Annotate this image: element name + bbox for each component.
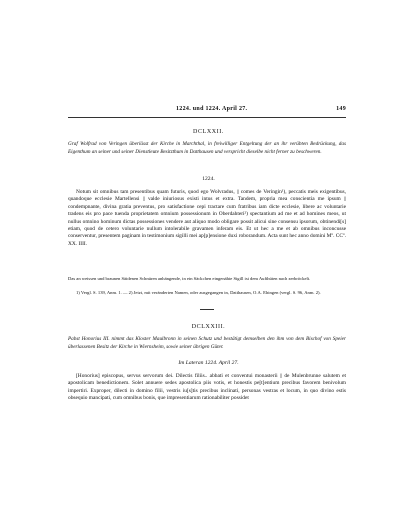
running-header bbox=[68, 106, 346, 112]
document-summary: Graf Wolfrad von Veringen überlässt der Kirche in Marchthal, in freiwilliger Entgeltung der an ihr verübten Bedrückung, das Eigenthum an seiner und seiner Dienstleute Besitzthum in Datthausen und verspricht dieselbe nicht ferner zu beschweren. bbox=[68, 141, 346, 155]
page-number: 149 bbox=[336, 106, 346, 112]
document-dateline: Im Lateran 1224. April 27. bbox=[178, 360, 239, 366]
footnote: 1) Vergl. S. 139, Anm. 1. — 2) Jetzt, mit veränderten Namen, oder ausgegangen in, Datthausen, O.A. Ehingen (vergl. S. 96, Anm. 2). bbox=[76, 290, 321, 295]
seal-note: Das an weissen und braunen Säidenen Schnüren anhängende, in ein Säckchen eingenähte Sigill ist dem Aufthüten nach zerbröckelt. bbox=[68, 276, 311, 281]
document-body: Notum sit omnibus tam presentibus quam futuris, quod ego Wolvradus, || comes de Veringin¹), peccatis meis exigentibus, quandoque ecclesie Martellensi || valde iniuriosus existi intus et extra. Tandem, propria mea conscientia me ipsum || condempnante, divina gratia preventus, pro satisfactione cepi tractare cum fratribus iam dicte ecclesie, libere ac voluntarie tradens eis pro pace tuenda proprietatem omnium possessionum in Oberdahteri²) spectantium ad me et ad homines meos, ut nullus omnino hominum dictas possessiones vendere aut aliquo modo obligare possit alicui sine consensu ipsorum, obtinendi[s] etiam, quod de cetero voluntarie nullum intolerabile gravamen inferam eis. Et ut hec a me et ab omnibus inconcusse conserventur, presentem paginam in testimonium sigilli mei ap[p]ensione duxi roborandum. Acta sunt hec anno domini Mº. CCº. XX. IIII. bbox=[68, 189, 346, 247]
document-body: [Honorius] episcopus, servus servorum dei. Dilectis filiis.. abbati et conventui monasterii || de Mulenbrunne salutem et apostolicam benedictionem. Solet annuere sedes apostolica piis votis, et honestis pe[t]entium precibus favorem benivolum impertiri. Exproper, dilecti in domino filii, vestris iu[s]tis precibus inclinati, personas vestras et locum, in quo divino estis obsequio mancipati, cum omnibus bonis, que impresentiarum rationabiliter possidet bbox=[68, 373, 346, 402]
section-separator bbox=[200, 309, 214, 310]
document-summary: Pabst Honorius III. nimmt das Kloster Maulbronn in seinen Schutz und bestätigt demselben den ihm von dem Bischof von Speier überlassenen Besitz der Kirche in Wiernsheim, sowie seiner übrigen Güter. bbox=[68, 336, 346, 350]
document-date: 1224. bbox=[202, 176, 215, 182]
document-number: DCLXXII. bbox=[193, 129, 224, 135]
header-rule bbox=[68, 117, 346, 118]
document-number: DCLXXIII. bbox=[191, 324, 226, 330]
running-header-center: 1224. und 1224. April 27. bbox=[176, 106, 248, 112]
